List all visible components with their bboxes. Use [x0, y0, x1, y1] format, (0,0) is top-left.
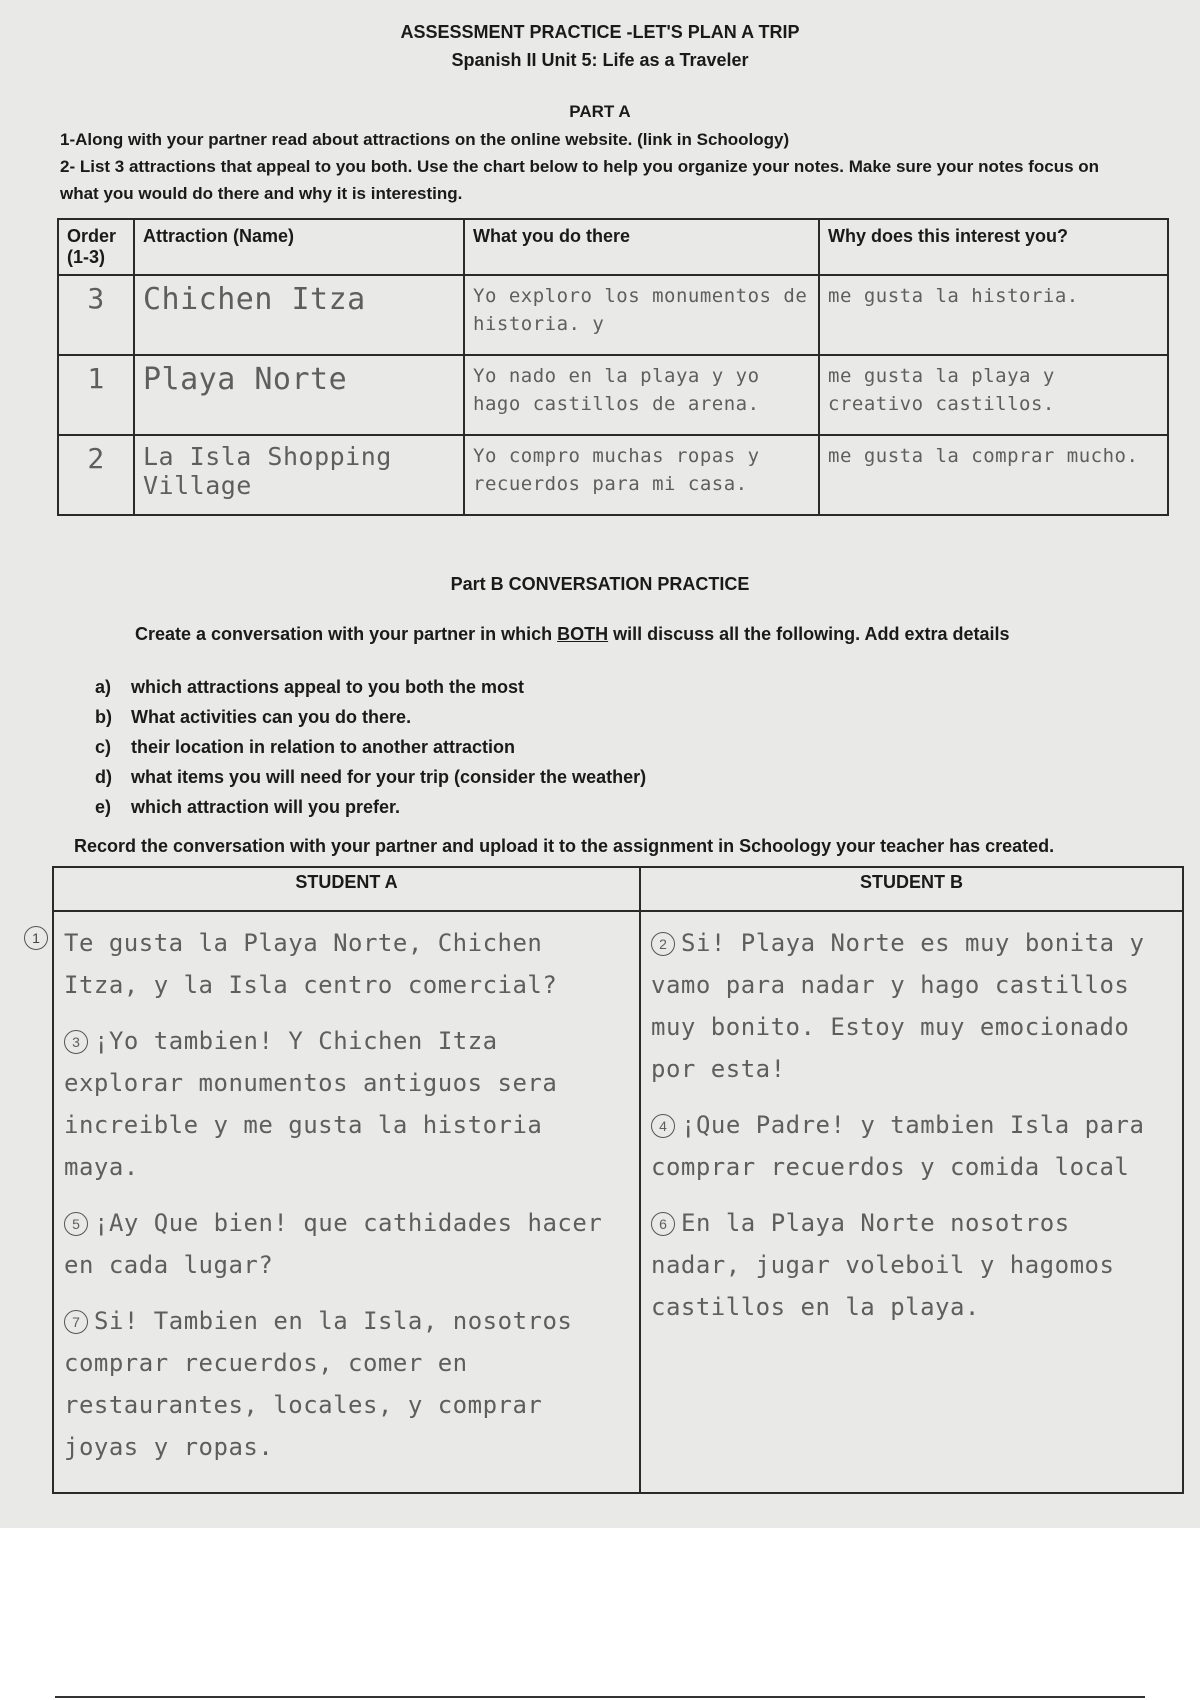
list-letter: e): [95, 797, 112, 817]
why-cell: me gusta la historia.: [819, 275, 1168, 355]
page-subtitle: Spanish II Unit 5: Life as a Traveler: [451, 50, 749, 70]
conversation-line: [651, 922, 1172, 1090]
list-text: their location in relation to another attraction: [131, 737, 516, 757]
header-order: Order (1-3): [58, 219, 134, 275]
list-item: [95, 762, 646, 792]
part-b-heading: Part B CONVERSATION PRACTICE: [450, 574, 750, 594]
list-letter: a): [95, 677, 112, 697]
order-cell: 3: [58, 275, 134, 355]
table-header-row: [58, 219, 1168, 275]
line-text: ¡Yo tambien! Y Chichen Itza explorar monumentos antiguos sera increible y me gusta la historia maya.: [64, 1027, 558, 1181]
attraction-name-cell: Chichen Itza: [134, 275, 464, 355]
what-cell: Yo nado en la playa y yo hago castillos de arena.: [464, 355, 819, 435]
conversation-table: [52, 866, 1184, 1494]
line-number: 2: [651, 932, 675, 956]
create-text-both: BOTH: [557, 624, 609, 644]
line-number: 3: [64, 1030, 88, 1054]
line-number: 6: [651, 1212, 675, 1236]
student-b-header: STUDENT B: [640, 867, 1183, 911]
why-cell: me gusta la playa y creativo castillos.: [819, 355, 1168, 435]
line-text: Si! Playa Norte es muy bonita y vamo para nadar y hago castillos muy bonito. Estoy muy emocionado por esta!: [651, 929, 1145, 1083]
list-item: [95, 792, 646, 822]
conversation-line: [651, 1104, 1172, 1188]
part-a-heading: PART A: [569, 102, 631, 121]
conversation-line: [64, 922, 629, 1006]
conversation-line: [64, 1020, 629, 1188]
bottom-rule: [55, 1696, 1145, 1698]
why-cell: me gusta la comprar mucho.: [819, 435, 1168, 515]
list-letter: c): [95, 737, 112, 757]
list-text: what items you will need for your trip (consider the weather): [131, 767, 647, 787]
student-b-column: [640, 911, 1183, 1493]
create-text-pre: Create a conversation with your partner in which: [135, 624, 558, 644]
list-letter: d): [95, 767, 112, 787]
line-number: 7: [64, 1310, 88, 1334]
order-cell: 1: [58, 355, 134, 435]
table-row: [58, 355, 1168, 435]
instruction-2: 2- List 3 attractions that appeal to you both. Use the chart below to help you organize your notes. Make sure your notes focus on what you would do there and why it is interesting.: [60, 157, 1100, 203]
line-text: Te gusta la Playa Norte, Chichen Itza, y la Isla centro comercial?: [64, 929, 558, 999]
list-item: [95, 732, 646, 762]
student-a-column: [53, 911, 640, 1493]
line-text: Si! Tambien en la Isla, nosotros comprar recuerdos, comer en restaurantes, locales, y comprar joyas y ropas.: [64, 1307, 573, 1461]
list-text: What activities can you do there.: [131, 707, 412, 727]
list-text: which attraction will you prefer.: [131, 797, 401, 817]
table-row: [58, 435, 1168, 515]
conversation-line: [64, 1202, 629, 1286]
instruction-1: 1-Along with your partner read about attractions on the online website. (link in Schoology): [60, 130, 790, 149]
create-text-post: will discuss all the following. Add extra details: [608, 624, 1010, 644]
list-item: [95, 702, 646, 732]
line-number: 4: [651, 1114, 675, 1138]
what-cell: Yo compro muchas ropas y recuerdos para mi casa.: [464, 435, 819, 515]
table-row: [58, 275, 1168, 355]
conversation-line: [64, 1300, 629, 1468]
attraction-name-cell: Playa Norte: [134, 355, 464, 435]
list-item: [95, 672, 646, 702]
line-number: 5: [64, 1212, 88, 1236]
conversation-line: [651, 1202, 1172, 1328]
list-text: which attractions appeal to you both the most: [131, 677, 525, 697]
margin-number-1: 1: [24, 926, 48, 950]
order-cell: 2: [58, 435, 134, 515]
discussion-list: [95, 672, 646, 822]
header-attraction: Attraction (Name): [134, 219, 464, 275]
conversation-body-row: [53, 911, 1183, 1493]
line-text: ¡Ay Que bien! que cathidades hacer en cada lugar?: [64, 1209, 603, 1279]
line-text: ¡Que Padre! y tambien Isla para comprar recuerdos y comida local: [651, 1111, 1145, 1181]
attraction-name-cell: La Isla Shopping Village: [134, 435, 464, 515]
list-letter: b): [95, 707, 112, 727]
page-title: ASSESSMENT PRACTICE -LET'S PLAN A TRIP: [400, 22, 800, 42]
what-cell: Yo exploro los monumentos de historia. y: [464, 275, 819, 355]
attractions-table: [57, 218, 1169, 516]
record-instruction: Record the conversation with your partner and upload it to the assignment in Schoology your teacher has created.: [74, 836, 1055, 856]
part-a-instructions: [60, 126, 1140, 207]
header-why: Why does this interest you?: [819, 219, 1168, 275]
student-a-header: STUDENT A: [53, 867, 640, 911]
part-b-instruction: [135, 624, 1010, 645]
header-what: What you do there: [464, 219, 819, 275]
line-text: En la Playa Norte nosotros nadar, jugar voleboil y hagomos castillos en la playa.: [651, 1209, 1115, 1321]
conversation-header-row: [53, 867, 1183, 911]
